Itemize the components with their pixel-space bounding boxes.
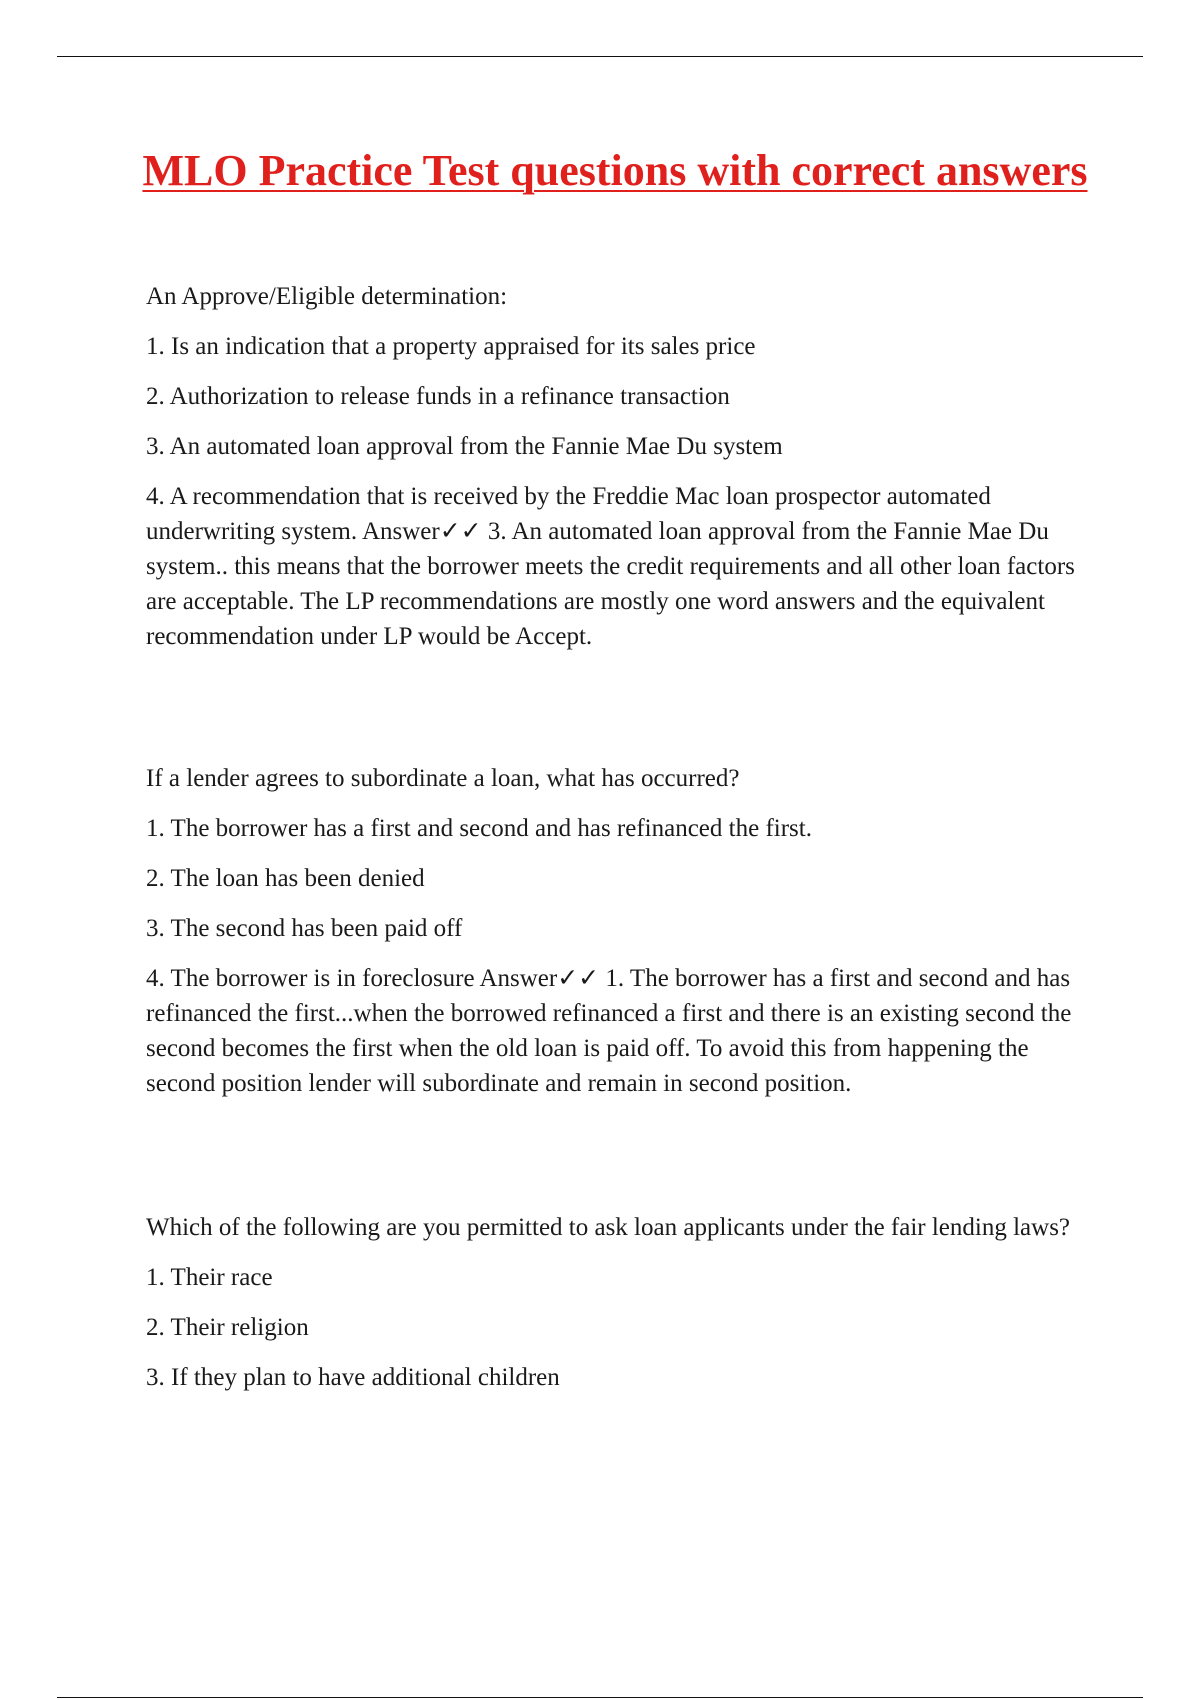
question-stem: If a lender agrees to subordinate a loan, what has occurred?	[146, 765, 740, 792]
answer-option: 1. Is an indication that a property appraised for its sales price	[146, 333, 756, 360]
question-stem: Which of the following are you permitted to ask loan applicants under the fair lending laws?	[146, 1214, 1071, 1241]
bottom-rule	[57, 1697, 1143, 1698]
answer-option-with-explanation: 4. A recommendation that is received by the Freddie Mac loan prospector automated underwriting system. Answer✓✓ 3. An automated loan approval from the Fannie Mae Du system.. this means that the borrower meets the credit requirements and all other loan factors are acceptable. The LP recommendations are mostly one word answers and the equivalent recommendation under LP would be Accept.	[146, 483, 1075, 650]
question-stem: An Approve/Eligible determination:	[146, 283, 508, 310]
answer-option: 3. If they plan to have additional children	[146, 1364, 560, 1391]
answer-option: 2. Their religion	[146, 1314, 309, 1341]
answer-option: 3. An automated loan approval from the Fannie Mae Du system	[146, 433, 783, 460]
answer-option: 1. The borrower has a first and second and has refinanced the first.	[146, 815, 812, 842]
answer-option: 3. The second has been paid off	[146, 915, 463, 942]
answer-option-with-explanation: 4. The borrower is in foreclosure Answer✓✓ 1. The borrower has a first and second and has refinanced the first...when the borrowed refinanced a first and there is an existing second the second becomes the first when the old loan is paid off. To avoid this from happening the second position lender will subordinate and remain in second position.	[146, 965, 1072, 1097]
question-block	[146, 761, 1086, 1101]
top-rule	[57, 56, 1143, 57]
answer-option: 1. Their race	[146, 1264, 273, 1291]
question-block	[146, 1210, 1086, 1395]
answer-option: 2. The loan has been denied	[146, 865, 425, 892]
question-block	[146, 279, 1086, 654]
page-title: MLO Practice Test questions with correct answers	[142, 146, 1088, 195]
answer-option: 2. Authorization to release funds in a refinance transaction	[146, 383, 730, 410]
